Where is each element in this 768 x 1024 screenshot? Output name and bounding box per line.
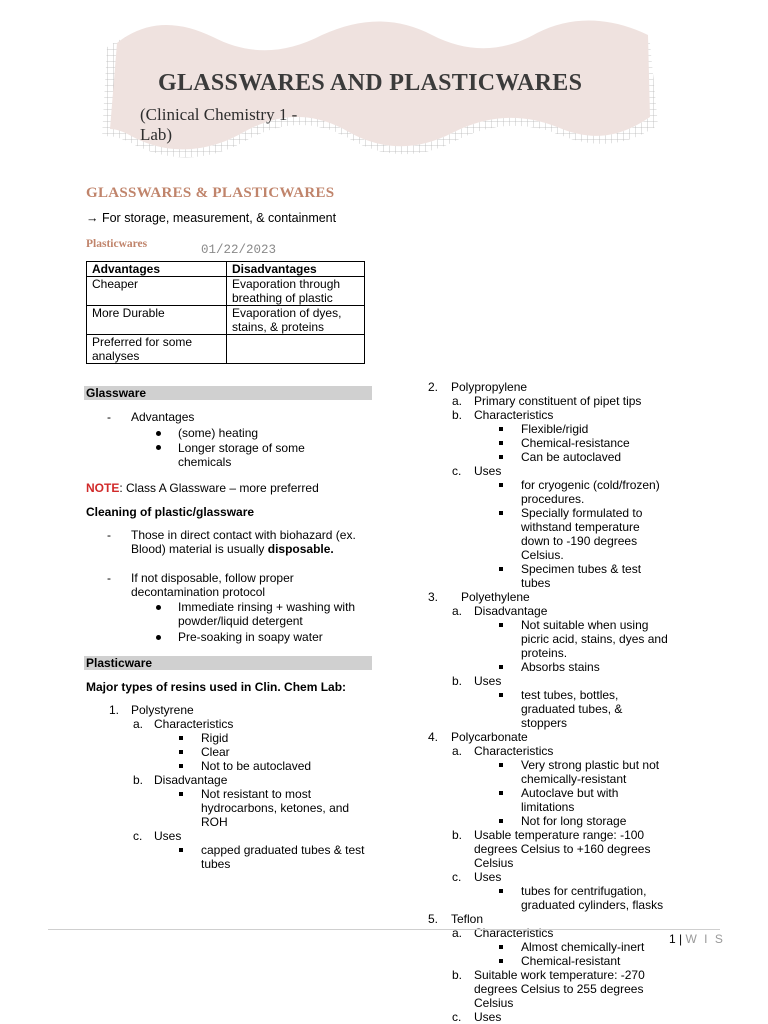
list-item: Uses [474,674,502,688]
resin-name: Teflon [451,912,484,926]
list-item: Immediate rinsing + washing with powder/liquid detergent [178,600,356,628]
list-letter: c. [133,829,143,843]
list-item: Longer storage of some chemicals [178,441,305,469]
list-item: Can be autoclaved [521,450,622,464]
list-item: Not suitable when using picric acid, stains, dyes and proteins. [521,618,668,660]
list-item: Pre-soaking in soapy water [178,630,323,644]
list-item: Primary constituent of pipet tips [474,394,642,408]
list-item: Uses [154,829,182,843]
list-item: Autoclave but with limitations [521,786,619,814]
bullet-square [179,792,183,796]
list-letter: b. [133,773,144,787]
table-row [87,277,365,306]
list-item: If not disposable, follow proper decontamination protocol [131,571,294,599]
list-item: Chemical-resistant [521,954,621,968]
list-dash: - [107,571,111,585]
list-item: Not to be autoclaved [201,759,312,773]
list-number: 3. [428,590,439,604]
date-stamp: 01/22/2023 [201,243,277,257]
list-item: Usable temperature range: -100 degrees Celsius to +160 degrees Celsius [474,828,651,870]
page-number: 1 [669,932,676,946]
list-item: Chemical-resistance [521,436,630,450]
list-item: Very strong plastic but not chemically-resistant [521,758,660,786]
document-title: GLASSWARES AND PLASTICWARES [158,70,583,96]
bullet-square [499,455,503,459]
list-number: 2. [428,380,439,394]
bullet-square [499,567,503,571]
table-cell: Preferred for some analyses [87,335,227,364]
list-letter: b. [452,408,463,422]
glassware-heading: Glassware [84,386,372,400]
bullet-square [499,441,503,445]
list-item: Not resistant to most hydrocarbons, ketones, and ROH [201,787,350,829]
list-letter: c. [452,870,462,884]
list-item: (some) heating [178,426,259,440]
resins-heading: Major types of resins used in Clin. Chem Lab: [86,680,347,694]
list-letter: c. [452,1010,462,1024]
table-header: Disadvantages [227,262,365,277]
list-item: tubes for centrifugation, graduated cylinders, flasks [521,884,664,912]
note [86,481,319,495]
table-cell: More Durable [87,306,227,335]
bullet-square [499,665,503,669]
list-number: 4. [428,730,439,744]
list-item: Uses [474,1010,502,1024]
list-letter: b. [452,968,463,982]
plasticware-heading: Plasticware [84,656,372,670]
bullet-dot [156,445,161,450]
bullet-square [499,427,503,431]
list-item: Characteristics [474,408,554,422]
list-letter: a. [452,394,463,408]
section-purpose: → For storage, measurement, & containment [86,211,337,225]
list-item: Flexible/rigid [521,422,589,436]
list-item: Characteristics [474,744,554,758]
plasticwares-label: Plasticwares [86,238,148,250]
bullet-dot [156,431,161,436]
table-cell: Evaporation through breathing of plastic [227,277,365,306]
list-item: Absorbs stains [521,660,600,674]
bullet-square [499,483,503,487]
list-letter: a. [133,717,144,731]
list-item: Disadvantage [474,604,548,618]
list-item: Not for long storage [521,814,627,828]
table-cell: Evaporation of dyes, stains, & proteins [227,306,365,335]
list-letter: b. [452,674,463,688]
bullet-dot [156,605,161,610]
bullet-square [499,511,503,515]
table-header: Advantages [87,262,227,277]
list-item: test tubes, bottles, graduated tubes, & stoppers [521,688,623,730]
cleaning-heading: Cleaning of plastic/glassware [86,505,255,519]
list-item: Suitable work temperature: -270 degrees Celsius to 255 degrees Celsius [474,968,645,1010]
list-item: Disadvantage [154,773,228,787]
bullet-square [179,764,183,768]
list-item: for cryogenic (cold/frozen) procedures. [521,478,660,506]
list-item: capped graduated tubes & test tubes [201,843,365,871]
bullet-square [499,791,503,795]
bullet-square [499,889,503,893]
bullet-square [179,736,183,740]
note-text: : Class A Glassware – more preferred [119,481,319,495]
list-item: Uses [474,870,502,884]
footer-divider [48,929,720,930]
resin-name: Polycarbonate [451,730,528,744]
wavy-banner-shape [95,25,670,175]
list-item: Characteristics [154,717,234,731]
document-subtitle: (Clinical Chemistry 1 - Lab) [140,105,298,144]
list-item: Clear [201,745,230,759]
table-cell: Cheaper [87,277,227,306]
list-number: 1. [109,703,120,717]
page-footer [669,932,725,946]
resin-name: Polypropylene [451,380,528,394]
bullet-square [179,848,183,852]
list-item: Characteristics [474,926,554,940]
bullet-square [499,959,503,963]
table-cell [227,335,365,364]
list-letter: b. [452,828,463,842]
bullet-square [499,763,503,767]
list-letter: c. [452,464,462,478]
table-row [87,306,365,335]
bullet-square [499,623,503,627]
list-item: Uses [474,464,502,478]
author-initials: W I S [685,932,725,946]
advantages-label: Advantages [131,410,195,424]
bullet-square [179,750,183,754]
bullet-square [499,693,503,697]
list-item [131,528,356,556]
resin-name: Polystyrene [131,703,194,717]
plasticwares-table [86,261,365,364]
list-letter: a. [452,744,463,758]
bullet-square [499,945,503,949]
list-item: Almost chemically-inert [521,940,645,954]
cleaning-item-text: Those in direct contact with biohazard (ex. Blood) material is usually [131,528,356,556]
table-header-row [87,262,365,277]
list-dash: - [107,410,111,424]
bullet-square [499,819,503,823]
list-number: 5. [428,912,439,926]
section-heading: GLASSWARES & PLASTICWARES [86,185,335,201]
footer-separator: | [679,932,683,946]
table-row [87,335,365,364]
list-letter: a. [452,926,463,940]
resin-name: Polyethylene [461,590,530,604]
list-dash: - [107,528,111,542]
note-label: NOTE [86,481,120,495]
list-letter: a. [452,604,463,618]
bullet-dot [156,635,161,640]
list-item: Specimen tubes & test tubes [521,562,642,590]
list-item: Specially formulated to withstand temperature down to -190 degrees Celsius. [521,506,643,562]
cleaning-item-bold: disposable. [267,542,334,556]
list-item: Rigid [201,731,229,745]
